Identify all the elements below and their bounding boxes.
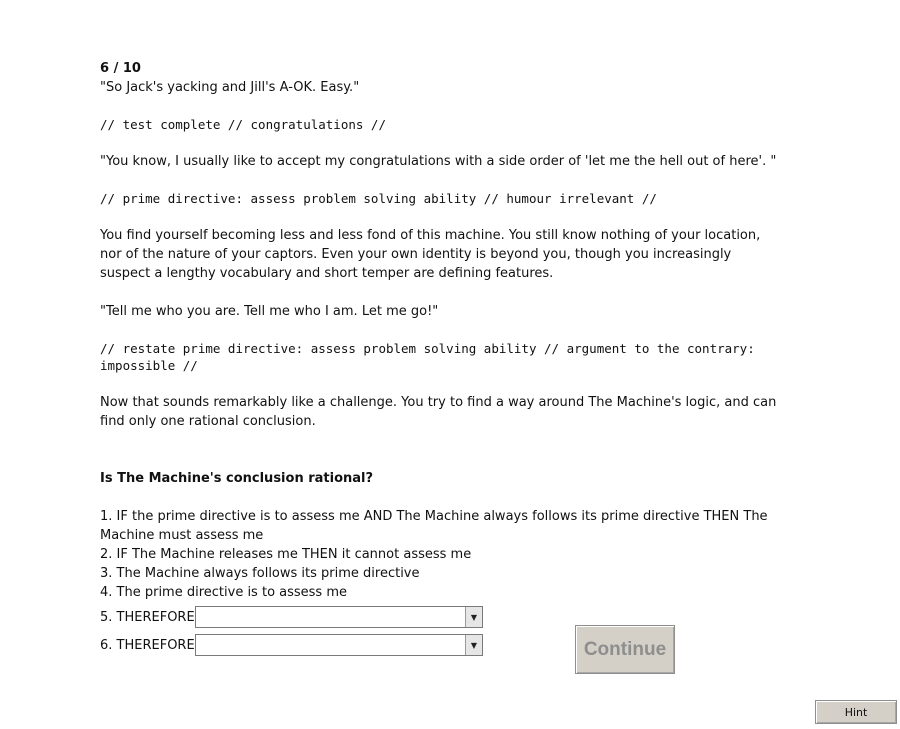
therefore-label: 5. THEREFORE [100,609,195,625]
therefore-6-select[interactable] [195,634,483,656]
story-paragraph: Now that sounds remarkably like a challenge. You try to find a way around The Machine's logic, and can find only one rational conclusion. [100,395,777,429]
machine-message: // test complete // congratulations // [100,117,386,132]
therefore-label: 6. THEREFORE [100,637,195,653]
progress-counter: 6 / 10 [100,61,141,76]
machine-message: // restate prime directive: assess problem solving ability // argument to the contrary: impossible // [100,341,763,373]
therefore-row-5 [100,604,780,630]
premise-item: 1. IF the prime directive is to assess me AND The Machine always follows its prime directive THEN The Machine must assess me [100,509,768,543]
premise-item: 4. The prime directive is to assess me [100,585,347,600]
story-paragraph: "You know, I usually like to accept my congratulations with a side order of 'let me the hell out of here'. " [100,154,777,169]
story-paragraph: "Tell me who you are. Tell me who I am. Let me go!" [100,304,439,319]
therefore-5-select[interactable] [195,606,483,628]
premise-item: 3. The Machine always follows its prime directive [100,566,420,581]
premise-list [100,507,780,602]
chevron-down-icon[interactable]: ▼ [465,635,482,655]
continue-button[interactable]: Continue [575,625,675,674]
story-paragraph: You find yourself becoming less and less fond of this machine. You still know nothing of your location, nor of the nature of your captors. Even your own identity is beyond you, though you increasingly suspect a lengthy vocabulary and short temper are defining features. [100,228,761,281]
puzzle-content [100,60,780,658]
machine-message: // prime directive: assess problem solving ability // humour irrelevant // [100,191,657,206]
story-paragraph: "So Jack's yacking and Jill's A-OK. Easy." [100,80,360,95]
hint-button[interactable]: Hint [815,700,897,724]
therefore-row-6 [100,632,780,658]
premise-item: 2. IF The Machine releases me THEN it cannot assess me [100,547,472,562]
question-heading: Is The Machine's conclusion rational? [100,471,374,486]
chevron-down-icon[interactable]: ▼ [465,607,482,627]
